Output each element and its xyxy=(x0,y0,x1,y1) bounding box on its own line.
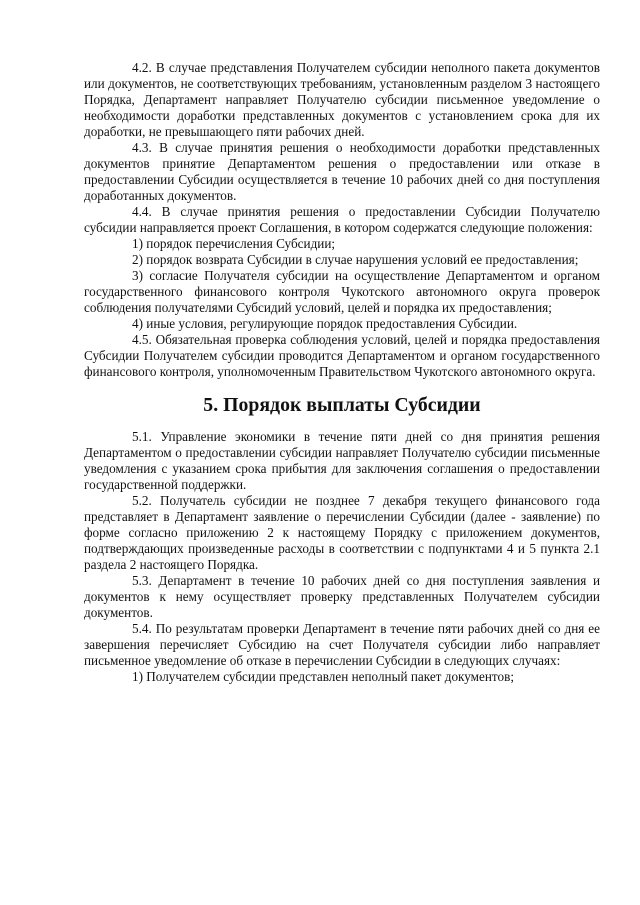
paragraph-5-3: 5.3. Департамент в течение 10 рабочих дней со дня поступления заявления и документов к нему осуществляет проверку представленных Получателем субсидии документов. xyxy=(84,573,600,620)
list-item-5-4-1: 1) Получателем субсидии представлен неполный пакет документов; xyxy=(132,669,515,684)
list-item-4-4-1: 1) порядок перечисления Субсидии; xyxy=(132,236,336,251)
paragraph-5-4: 5.4. По результатам проверки Департамент в течение пяти рабочих дней со дня ее завершения перечисляет Субсидию на счет Получателя субсидии либо направляет письменное уведомление об отказе в перечислении Субсидии в следующих случаях: xyxy=(84,621,600,668)
paragraph-5-1: 5.1. Управление экономики в течение пяти дней со дня принятия решения Департаментом о предоставлении субсидии направляет Получателю субсидии письменные уведомления с указанием срока прибытия для заключения соглашения о предоставлении государственной поддержки. xyxy=(84,429,600,492)
paragraph-5-2: 5.2. Получатель субсидии не позднее 7 декабря текущего финансового года представляет в Департамент заявление о перечислении Субсидии (далее - заявление) по форме согласно приложению 2 к настоящему Порядку с приложением документов, подтверждающих произведенные расходы в соответствии с подпунктами 4 и 5 пункта 2.1 раздела 2 настоящего Порядка. xyxy=(84,493,600,572)
list-item-4-4-3: 3) согласие Получателя субсидии на осуществление Департаментом и органом государственного финансового контроля Чукотского автономного округа проверок соблюдения получателями Субсидий условий, целей и порядка их предоставления; xyxy=(84,268,600,315)
section-4-text xyxy=(84,60,600,380)
paragraph-4-4: 4.4. В случае принятия решения о предоставлении Субсидии Получателю субсидии направляется проект Соглашения, в котором содержатся следующие положения: xyxy=(84,204,600,235)
list-item-4-4-2: 2) порядок возврата Субсидии в случае нарушения условий ее предоставления; xyxy=(132,252,579,267)
section-5-text xyxy=(84,429,600,685)
list-item-4-4-4: 4) иные условия, регулирующие порядок предоставления Субсидии. xyxy=(132,316,518,331)
paragraph-4-2: 4.2. В случае представления Получателем субсидии неполного пакета документов или документов, не соответствующих требованиям, установленным разделом 3 настоящего Порядка, Департамент направляет Получателю субсидии письменное уведомление о необходимости доработки представленных документов с установлением срока для их доработки, не превышающего пяти рабочих дней. xyxy=(84,60,600,139)
paragraph-4-5: 4.5. Обязательная проверка соблюдения условий, целей и порядка предоставления Субсидии Получателем субсидии проводится Департаментом и органом государственного финансового контроля, уполномоченным Правительством Чукотского автономного округа. xyxy=(84,332,600,379)
section-title: 5. Порядок выплаты Субсидии xyxy=(203,394,481,416)
paragraph-4-3: 4.3. В случае принятия решения о необходимости доработки представленных документов принятие Департаментом решения о предоставлении или отказе в предоставлении Субсидии осуществляется в течение 10 рабочих дней со дня поступления доработанных документов. xyxy=(84,140,600,203)
